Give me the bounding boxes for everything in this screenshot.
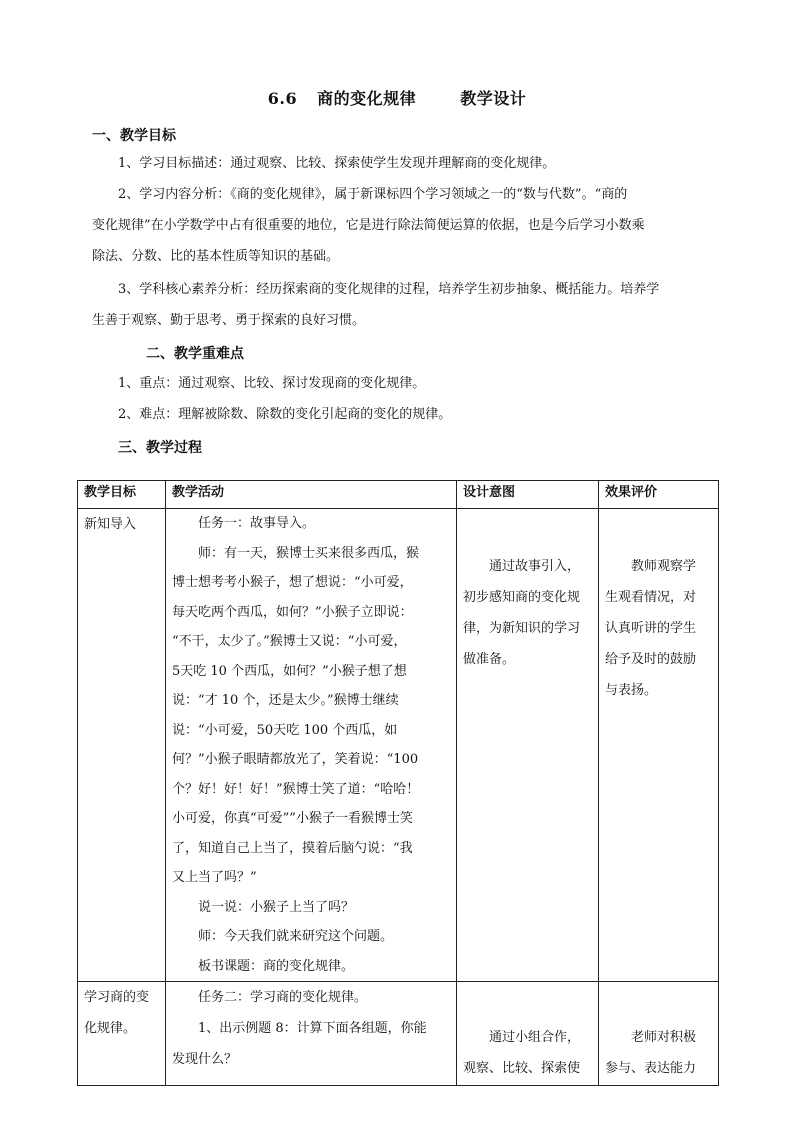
title-name: 商的变化规律 bbox=[317, 89, 417, 108]
goal-line: 化规律。 bbox=[84, 1021, 137, 1036]
header-goal: 教学目标 bbox=[78, 481, 166, 509]
evaluation-line: 生观看情况，对 bbox=[605, 590, 697, 605]
header-activity: 教学活动 bbox=[166, 481, 457, 509]
activity-line: 博士想考考小猴子，想了想说：“小可爱， bbox=[172, 575, 413, 590]
section2-heading: 二、教学重难点 bbox=[146, 346, 244, 362]
section1-p1: 1、学习目标描述：通过观察、比较、探索使学生发现并理解商的变化规律。 bbox=[118, 156, 556, 171]
title-suffix: 教学设计 bbox=[460, 89, 527, 108]
activity-line: 说：“小可爱，50天吃 100 个西瓜，如 bbox=[172, 722, 398, 738]
activity-line: 发现什么？ bbox=[172, 1052, 238, 1067]
header-intent: 设计意图 bbox=[457, 481, 599, 509]
section3-heading: 三、教学过程 bbox=[118, 440, 202, 456]
activity-line: 了，知道自己上当了，摸着后脑勺说：“我 bbox=[172, 840, 413, 856]
activity-line: 何？”小猴子眼睛都放光了，笑着说：“100 bbox=[172, 752, 419, 767]
section2-p1: 1、重点：通过观察、比较、探讨发现商的变化规律。 bbox=[118, 376, 426, 391]
evaluation-line: 给予及时的鼓励 bbox=[605, 652, 697, 667]
teaching-process-table bbox=[77, 480, 719, 1086]
activity-line: 每天吃两个西瓜，如何？”小猴子立即说： bbox=[172, 604, 413, 620]
section1-p2a: 2、学习内容分析：《商的变化规律》，属于新课标四个学习领域之一的“数与代数”。“商的 bbox=[118, 187, 628, 202]
row1-goal: 新知导入 bbox=[78, 509, 166, 982]
section1-p2b: 变化规律”在小学数学中占有很重要的地位，它是进行除法简便运算的依据，也是今后学习小数乘 bbox=[92, 218, 645, 233]
row1-intent bbox=[457, 509, 599, 982]
goal-line: 学习商的变 bbox=[84, 990, 150, 1005]
intent-line: 律，为新知识的学习 bbox=[463, 621, 581, 636]
intent-line: 观察、比较、探索使 bbox=[463, 1061, 581, 1076]
activity-line: 小可爱，你真“可爱””小猴子一看猴博士笑 bbox=[172, 811, 413, 826]
intent-line: 初步感知商的变化规 bbox=[463, 590, 581, 605]
table-header-row bbox=[78, 481, 719, 509]
section1-heading: 一、教学目标 bbox=[92, 128, 176, 144]
document-title bbox=[0, 86, 794, 109]
activity-line: 任务二：学习商的变化规律。 bbox=[198, 990, 368, 1005]
activity-line: 说一说：小猴子上当了吗？ bbox=[198, 899, 355, 915]
activity-line: 5天吃 10 个西瓜，如何？”小猴子想了想 bbox=[172, 663, 407, 679]
activity-line: 1、出示例题 8：计算下面各组题，你能 bbox=[198, 1021, 427, 1036]
activity-line: 又上当了吗？” bbox=[172, 870, 257, 885]
activity-line: 板书课题：商的变化规律。 bbox=[198, 958, 355, 974]
section1-p2c: 除法、分数、比的基本性质等知识的基础。 bbox=[92, 249, 340, 264]
row1-activity bbox=[166, 509, 457, 982]
activity-line: 任务一：故事导入。 bbox=[198, 516, 316, 531]
intent-line: 通过小组合作， bbox=[489, 1030, 581, 1045]
section1-p3a: 3、学科核心素养分析：经历探索商的变化规律的过程，培养学生初步抽象、概括能力。培养学 bbox=[118, 282, 660, 297]
section1-p3b: 生善于观察、勤于思考、勇于探索的良好习惯。 bbox=[92, 313, 366, 328]
title-number: 6.6 bbox=[267, 89, 298, 108]
activity-line: 个？好！好！好！”猴博士笑了道：“哈哈！ bbox=[172, 781, 420, 797]
evaluation-line: 认真听讲的学生 bbox=[605, 621, 697, 636]
evaluation-line: 教师观察学 bbox=[631, 559, 697, 574]
header-evaluation: 效果评价 bbox=[599, 481, 719, 509]
row2-goal bbox=[78, 982, 166, 1086]
table-row bbox=[78, 982, 719, 1086]
evaluation-line: 老师对积极 bbox=[631, 1030, 697, 1045]
evaluation-line: 参与、表达能力 bbox=[605, 1061, 697, 1076]
activity-line: 说：“才 10 个，还是太少。”猴博士继续 bbox=[172, 693, 399, 708]
row2-evaluation bbox=[599, 982, 719, 1086]
intent-line: 通过故事引入， bbox=[489, 559, 581, 574]
evaluation-line: 与表扬。 bbox=[605, 683, 658, 698]
activity-line: 师：有一天，猴博士买来很多西瓜，猴 bbox=[198, 545, 420, 561]
row1-evaluation bbox=[599, 509, 719, 982]
activity-line: 师：今天我们就来研究这个问题。 bbox=[198, 929, 394, 944]
intent-line: 做准备。 bbox=[463, 652, 516, 667]
row2-intent bbox=[457, 982, 599, 1086]
table-row bbox=[78, 509, 719, 982]
section2-p2: 2、难点：理解被除数、除数的变化引起商的变化的规律。 bbox=[118, 407, 452, 422]
activity-line: “不干，太少了。”猴博士又说：“小可爱， bbox=[172, 634, 407, 649]
row2-activity bbox=[166, 982, 457, 1086]
